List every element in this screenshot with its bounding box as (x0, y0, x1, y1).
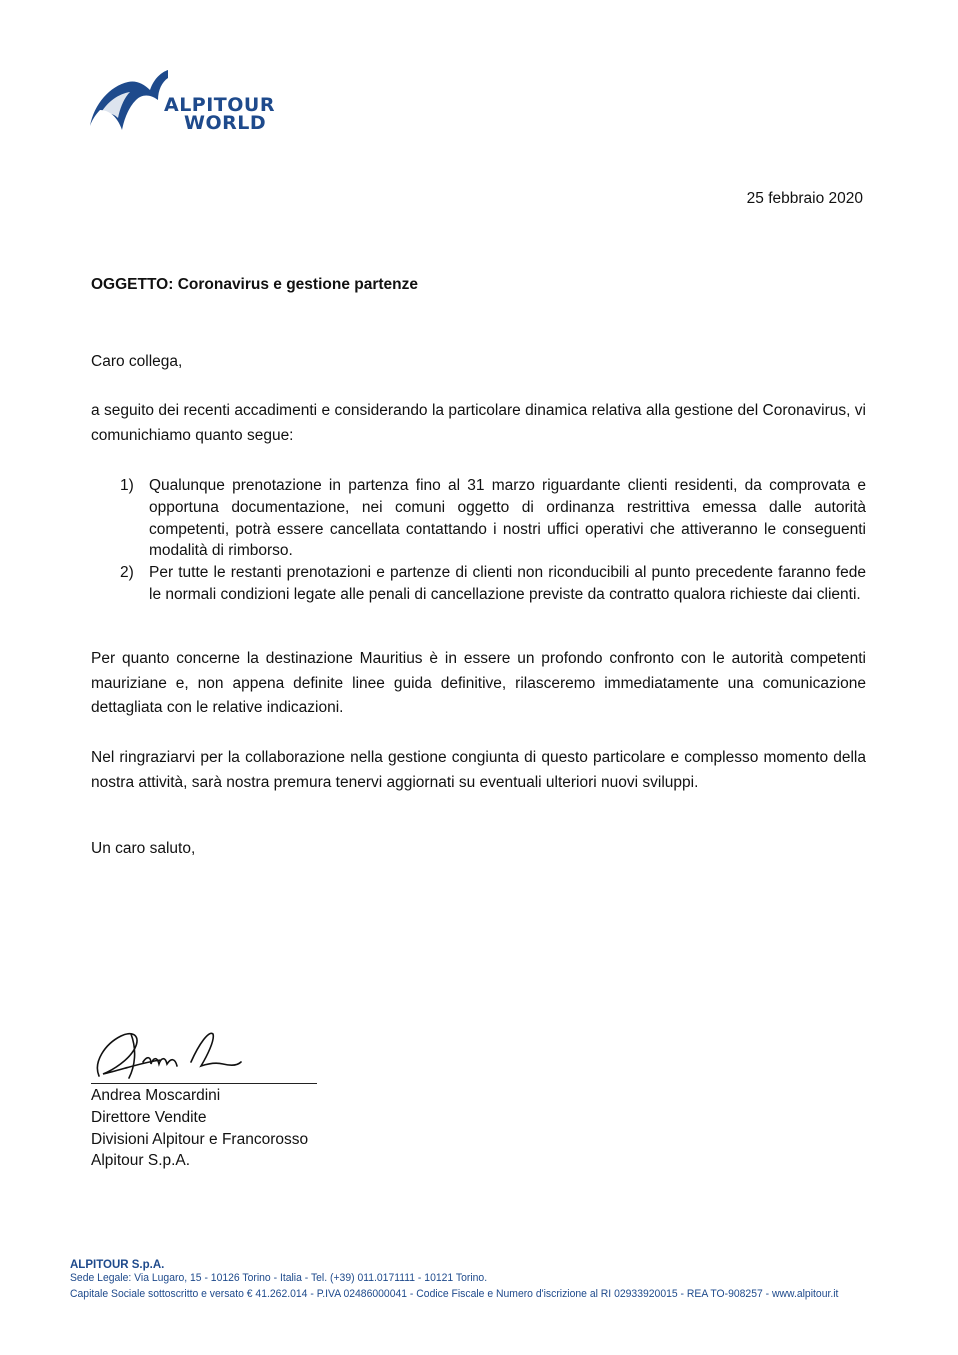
logo-wordmark-line2: WORLD (184, 112, 267, 134)
intro-paragraph: a seguito dei recenti accadimenti e considerando la particolare dinamica relativa alla gestione del Coronavirus, vi comunichiamo quanto segue: (91, 402, 866, 444)
measures-list (91, 475, 866, 606)
handwritten-signature (91, 1022, 321, 1084)
letter-subject: OGGETTO: Coronavirus e gestione partenze (91, 276, 418, 293)
footer-address: Sede Legale: Via Lugaro, 15 - 10126 Torino - Italia - Tel. (+39) 011.0171111 - 10121 Torino. (70, 1272, 488, 1284)
logo-wordmark-line1: ALPITOUR (164, 94, 275, 116)
list-item-number: 2) (120, 564, 134, 582)
list-item (91, 562, 866, 606)
footer-legal: Capitale Sociale sottoscritto e versato € 41.262.014 - P.IVA 02486000041 - Codice Fiscale e Numero d'iscrizione al RI 02933920015 - REA TO-908257 - www.alpitour.it (70, 1287, 839, 1300)
company-logo (88, 68, 298, 134)
signature-line (91, 1083, 317, 1084)
list-item-number: 1) (120, 477, 134, 494)
letter-closing: Un caro saluto, (91, 840, 196, 857)
list-item-text: Per tutte le restanti prenotazioni e partenze di clienti non riconducibili al punto precedente faranno fede le normali condizioni legate alle penali di cancellazione previste da contratto qualora richieste dai clienti. (149, 564, 866, 603)
footer-company: ALPITOUR S.p.A. (70, 1259, 165, 1271)
list-item-text: Qualunque prenotazione in partenza fino al 31 marzo riguardante clienti residenti, da comprovata e opportuna documentazione, nei comuni oggetto di ordinanza restrittiva emessa dalle autorità competenti, potrà essere cancellata contattando i nostri uffici operativi che attiveranno le conseguenti modalità di rimborso. (149, 477, 866, 560)
signer-role: Direttore Vendite (91, 1108, 207, 1126)
letter-date: 25 febbraio 2020 (746, 190, 863, 207)
signer-division: Divisioni Alpitour e Francorosso (91, 1130, 309, 1148)
signer-block (91, 1085, 308, 1172)
signer-name: Andrea Moscardini (91, 1087, 221, 1104)
mauritius-paragraph: Per quanto concerne la destinazione Mauritius è in essere un profondo confronto con le autorità competenti mauriziane e, non appena definite linee guida definitive, rilasceremo immediatamente una comunicazione dettagliata con le relative indicazioni. (91, 650, 866, 716)
thanks-paragraph: Nel ringraziarvi per la collaborazione nella gestione congiunta di questo particolare e complesso momento della nostra attività, sarà nostra premura tenervi aggiornati su eventuali ulteriori nuovi sviluppi. (91, 749, 866, 791)
alpitour-wave-logo-icon (88, 68, 168, 132)
letterhead-footer (70, 1259, 905, 1302)
list-item (91, 475, 866, 562)
signer-company: Alpitour S.p.A. (91, 1152, 191, 1170)
letter-greeting: Caro collega, (91, 353, 183, 370)
